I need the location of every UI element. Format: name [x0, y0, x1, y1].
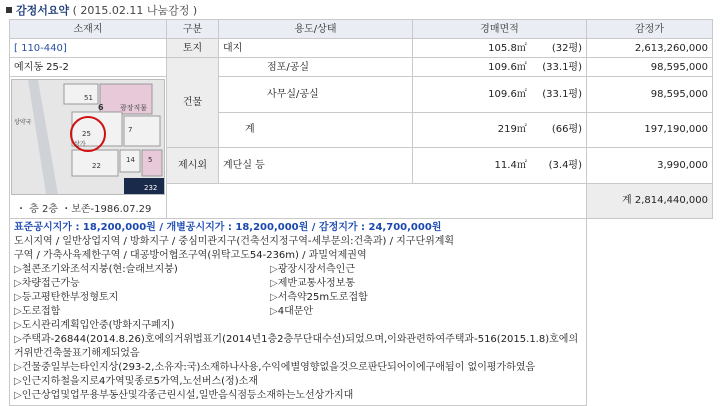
feature-item: 4대문안 [277, 306, 314, 317]
table-row [10, 39, 713, 58]
note-item: ▷도시관리계획입안중(방화지구폐지) [14, 320, 175, 331]
location-map[interactable] [11, 79, 165, 195]
svg-text:광장직물: 광장직물 [120, 104, 148, 112]
area-cell: 11.4㎡ (3.4평) [413, 148, 587, 184]
building-info: ・ 층 2층 ・보존-1986.07.29 [16, 204, 152, 215]
header-row [10, 20, 713, 39]
note-item: ▷인근지하철을지로4가역및종로5가역,노선버스(정)소재 [14, 376, 258, 387]
header-usage: 용도/상태 [219, 20, 413, 39]
category-cell: 제시외 [167, 148, 219, 184]
feature-row: ▷도로접함 ▷4대문안 [14, 306, 314, 317]
total-value: 계 2,814,440,000 [587, 183, 713, 219]
svg-text:6: 6 [98, 103, 104, 112]
usage-cell: 점포/공실 [219, 58, 413, 77]
feature-item: 제반교통사정보통 [277, 278, 355, 289]
header-category: 구분 [167, 20, 219, 39]
zoning-line: 도시지역 / 일반상업지역 / 방화지구 / 중심미관지구(건축선지정구역-세부문의:건축과) / 지구단위계획 [14, 236, 455, 247]
usage-cell: 계단실 등 [219, 148, 413, 184]
svg-text:상가: 상가 [74, 141, 86, 148]
note-item: ▷인근상업및업무용부동산및각종근린시설,일반음식점등소재하는노선상가지대 [14, 390, 354, 401]
feature-row: ▷등고평탄한부정형토지 ▷서측약25m도로접함 [14, 292, 368, 303]
header-appraisal: 감정가 [587, 20, 713, 39]
area-cell: 109.6㎡ (33.1평) [413, 58, 587, 77]
area-cell: 105.8㎡ (32평) [413, 39, 587, 58]
feature-row: ▷철콘조기와조석지붕(현:슬래브지붕) ▷광장시장서측인근 [14, 264, 355, 275]
table-row [10, 58, 713, 77]
svg-text:25: 25 [82, 130, 91, 138]
section-title [6, 3, 197, 19]
table-row [10, 77, 713, 113]
svg-text:14: 14 [126, 156, 135, 164]
feature-row: ▷차량접근가능 ▷제반교통사정보통 [14, 278, 355, 289]
zoning-line: 구역 / 가축사육제한구역 / 대공방어협조구역(위탁고도54-236m) / 과밀억제권역 [14, 250, 367, 261]
appraisal-details [10, 219, 587, 406]
note-item: ▷건물중일부는타인지상(293-2,소유자:국)소재하나사용,수익에별영향없을것으로판단되어이에구애됨이 없이평가하였음 [14, 362, 536, 373]
note-item: ▷주택과-26844(2014.8.26)호에의거위법표기(2014년1층2층무단대수선)되었으며,이와관련하여주택과-516(2015.1.8)호에의거위반건축물표기해제되었음 [14, 334, 579, 359]
header-area: 경매면적 [413, 20, 587, 39]
value-cell: 98,595,000 [587, 58, 713, 77]
feature-item: 차량접근가능 [21, 278, 80, 289]
svg-text:232: 232 [144, 184, 158, 192]
feature-item: 등고평탄한부정형토지 [21, 292, 119, 303]
value-cell: 197,190,000 [587, 112, 713, 148]
feature-item: 도로접함 [21, 306, 61, 317]
feature-item: 광장시장서측인근 [277, 264, 355, 275]
value-cell: 98,595,000 [587, 77, 713, 113]
address-code-link[interactable]: [ 110-440] [14, 42, 67, 54]
category-cell: 건물 [167, 58, 219, 148]
usage-cell: 계 [219, 112, 413, 148]
usage-cell: 사무실/공실 [219, 77, 413, 113]
feature-item: 철콘조기와조석지붕(현:슬래브지붕) [21, 264, 178, 275]
value-cell: 3,990,000 [587, 148, 713, 184]
header-location: 소재지 [10, 20, 167, 39]
area-cell: 109.6㎡ (33.1평) [413, 77, 587, 113]
value-cell: 2,613,260,000 [587, 39, 713, 58]
appraisal-summary-table [9, 19, 713, 406]
address-code [10, 39, 167, 58]
title-sub: ( 2015.02.11 나눔감정 ) [72, 4, 198, 17]
svg-text:7: 7 [128, 126, 133, 134]
info-row [10, 219, 713, 406]
svg-text:상약국: 상약국 [14, 119, 32, 126]
area-cell: 219㎡ (66평) [413, 112, 587, 148]
feature-item: 서측약25m도로접함 [277, 292, 368, 303]
svg-text:51: 51 [84, 94, 93, 102]
svg-text:22: 22 [92, 162, 101, 170]
bullet-icon [6, 7, 12, 13]
category-cell: 토지 [167, 39, 219, 58]
svg-text:5: 5 [148, 156, 153, 164]
usage-cell: 대지 [219, 39, 413, 58]
map-cell [10, 77, 167, 219]
address-dong: 예지동 25-2 [10, 58, 167, 77]
title-main: 감정서요약 [16, 4, 70, 17]
price-line: 표준공시지가 : 18,200,000원 / 개별공시지가 : 18,200,000원 / 감정지가 : 24,700,000원 [14, 222, 442, 233]
